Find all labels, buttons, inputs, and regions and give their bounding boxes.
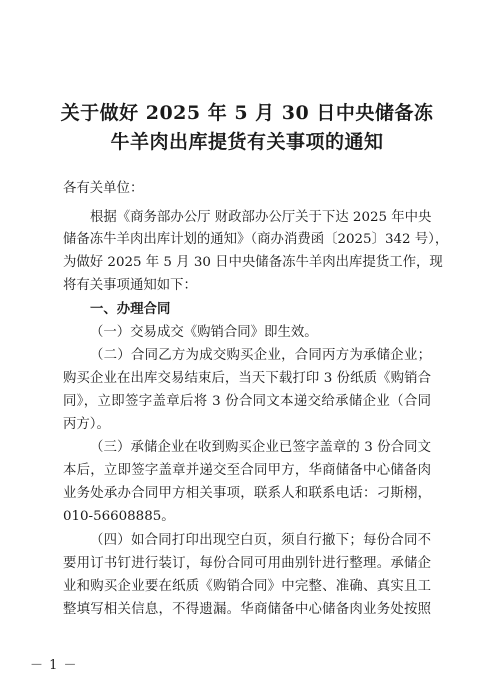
page-number: － 1 － bbox=[30, 658, 78, 673]
paragraph-line: 储备冻牛羊肉出库计划的通知》（商办消费函〔2025〕342 号）， bbox=[63, 232, 449, 247]
paragraph-line: 010-56608885。 bbox=[63, 509, 175, 524]
document-title-line-2: 牛羊肉出库提货有关事项的通知 bbox=[110, 131, 384, 153]
paragraph-line: （四）如合同打印出现空白页，须自行撤下；每份合同不 bbox=[90, 533, 431, 548]
paragraph-line: 业务处承办合同甲方相关事项，联系人和联系电话：刁斯栩， bbox=[63, 486, 431, 501]
paragraph-line: 丙方）。 bbox=[63, 417, 110, 432]
section-heading: 一、办理合同 bbox=[90, 302, 171, 317]
paragraph-line: （一）交易成交《购销合同》即生效。 bbox=[90, 325, 318, 340]
paragraph-line: 业和购买企业要在纸质《购销合同》中完整、准确、真实且工 bbox=[63, 579, 431, 594]
paragraph-line: 整填写相关信息，不得遗漏。华商储备中心储备肉业务处按照 bbox=[63, 602, 431, 617]
salutation: 各有关单位： bbox=[63, 181, 144, 196]
paragraph-line: 要用订书钉进行装订，每份合同可用曲别针进行整理。承储企 bbox=[63, 556, 431, 571]
paragraph-line: 同》，立即签字盖章后将 3 份合同文本递交给承储企业（合同 bbox=[63, 394, 431, 409]
paragraph-line: 购买企业在出库交易结束后，当天下载打印 3 份纸质《购销合 bbox=[63, 371, 431, 386]
document-title-line-1: 关于做好 2025 年 5 月 30 日中央储备冻 bbox=[60, 102, 434, 124]
paragraph-line: （二）合同乙方为成交购买企业，合同丙方为承储企业； bbox=[90, 348, 431, 363]
paragraph-line: 将有关事项通知如下： bbox=[63, 278, 197, 293]
paragraph-line: 根据《商务部办公厅 财政部办公厅关于下达 2025 年中央 bbox=[90, 210, 432, 225]
paragraph-line: 本后，立即签字盖章并递交至合同甲方，华商储备中心储备肉 bbox=[63, 463, 431, 478]
paragraph-line: （三）承储企业在收到购买企业已签字盖章的 3 份合同文 bbox=[90, 440, 431, 455]
paragraph-line: 为做好 2025 年 5 月 30 日中央储备冻牛羊肉出库提货工作，现 bbox=[63, 255, 443, 270]
